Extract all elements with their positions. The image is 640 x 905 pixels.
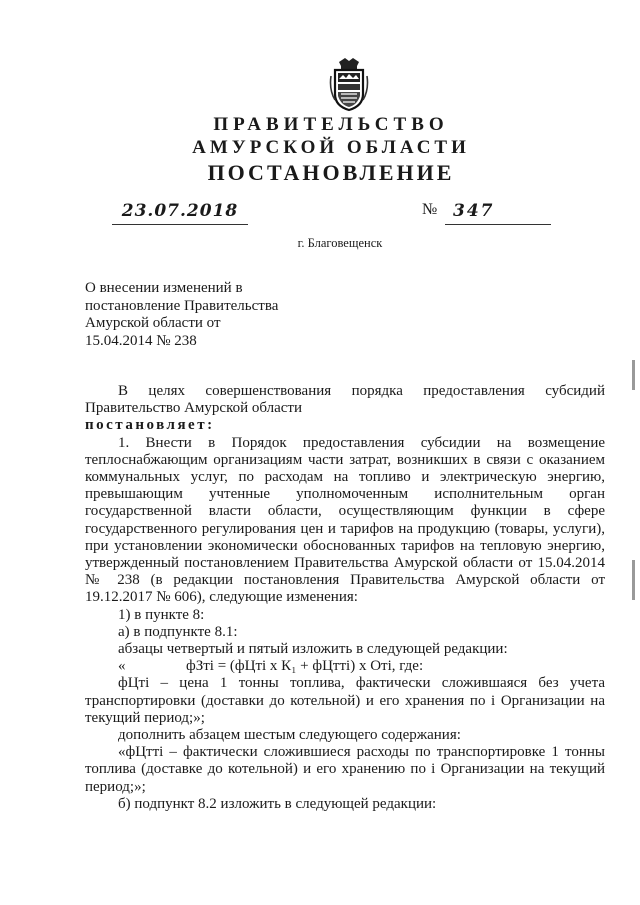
document-number-field: [445, 200, 551, 225]
formula: фЗтi = (фЦтi х К₁ + фЦттi) х Отi, где:: [186, 658, 424, 675]
list-item: а) в подпункте 8.1:: [118, 623, 238, 640]
definition-line: топлива (доставке до котельной) и его хранению по i Организации на текущий: [85, 761, 605, 778]
city-name: г. Благовещенск: [297, 236, 383, 250]
document-subject: [85, 280, 325, 350]
paragraph-line: коммунальных услуг, по расходам на топливо и электрическую энергию,: [85, 469, 605, 486]
preamble-line: В целях совершенствования порядка предоставления субсидий: [118, 383, 605, 399]
document-body: [85, 383, 605, 813]
coat-of-arms-icon: [329, 56, 369, 112]
paragraph-line: утвержденный постановлением Правительства Амурской области от 15.04.2014: [85, 555, 605, 572]
document-type-title: ПОСТАНОВЛЕНИЕ: [207, 160, 455, 185]
definition-line: текущий период;»;: [85, 709, 205, 726]
org-name-line2: АМУРСКОЙ ОБЛАСТИ: [192, 137, 470, 158]
decree-word: постановляет:: [85, 417, 215, 434]
paragraph-line: превышающим учтенные уполномоченным исполнительным орган: [85, 486, 605, 503]
definition-line: фЦтi – цена 1 тонны топлива, фактически сложившаяся без учета: [118, 675, 605, 692]
scan-edge-mark: [632, 560, 635, 600]
org-name-line1: ПРАВИТЕЛЬСТВО: [213, 114, 449, 135]
paragraph-line: 1. Внести в Порядок предоставления субсидии на возмещение: [118, 434, 605, 451]
paragraph-line: теплоснабжающим организациям части затрат, возникших в связи с оказанием: [85, 451, 605, 468]
paragraph-line: 19.12.2017 № 606), следующие изменения:: [85, 589, 358, 606]
document-date: 23.07.2018: [121, 201, 239, 221]
subject-line: О внесении изменений в: [85, 280, 243, 296]
preamble-line: Правительство Амурской области: [85, 400, 303, 417]
subject-line: 15.04.2014 № 238: [85, 332, 197, 349]
paragraph-line: при установлении экономически обоснованных тарифов на тепловую энергию,: [85, 537, 605, 554]
definition-line: «фЦттi – фактически сложившиеся расходы по транспортировке 1 тонны: [118, 744, 605, 761]
list-item: дополнить абзацем шестым следующего содержания:: [118, 727, 461, 744]
subject-line: Амурской области от: [85, 315, 221, 331]
formula-quote: «: [118, 658, 126, 675]
scan-edge-mark: [632, 360, 635, 390]
document-date-field: [112, 200, 248, 225]
number-label: №: [422, 201, 438, 218]
definition-line: транспортировки (доставки до котельной) и его хранения по i Организации на: [85, 692, 605, 709]
formula-line: [85, 658, 605, 675]
list-item: б) подпункт 8.2 изложить в следующей редакции:: [118, 795, 437, 812]
paragraph-line: государственной власти области, осуществляющим функции в сфере: [85, 503, 605, 520]
list-item: абзацы четвертый и пятый изложить в следующей редакции:: [118, 641, 508, 658]
list-item: 1) в пункте 8:: [118, 606, 205, 623]
definition-line: период;»;: [85, 778, 146, 795]
paragraph-line: государственного регулирования цен и тарифов на продукцию (товары, услуги),: [85, 520, 605, 537]
paragraph-line: № 238 (в редакции постановления Правительства Амурской области от: [85, 572, 605, 589]
document-number: 347: [453, 201, 495, 221]
subject-line: постановление Правительства: [85, 297, 279, 314]
